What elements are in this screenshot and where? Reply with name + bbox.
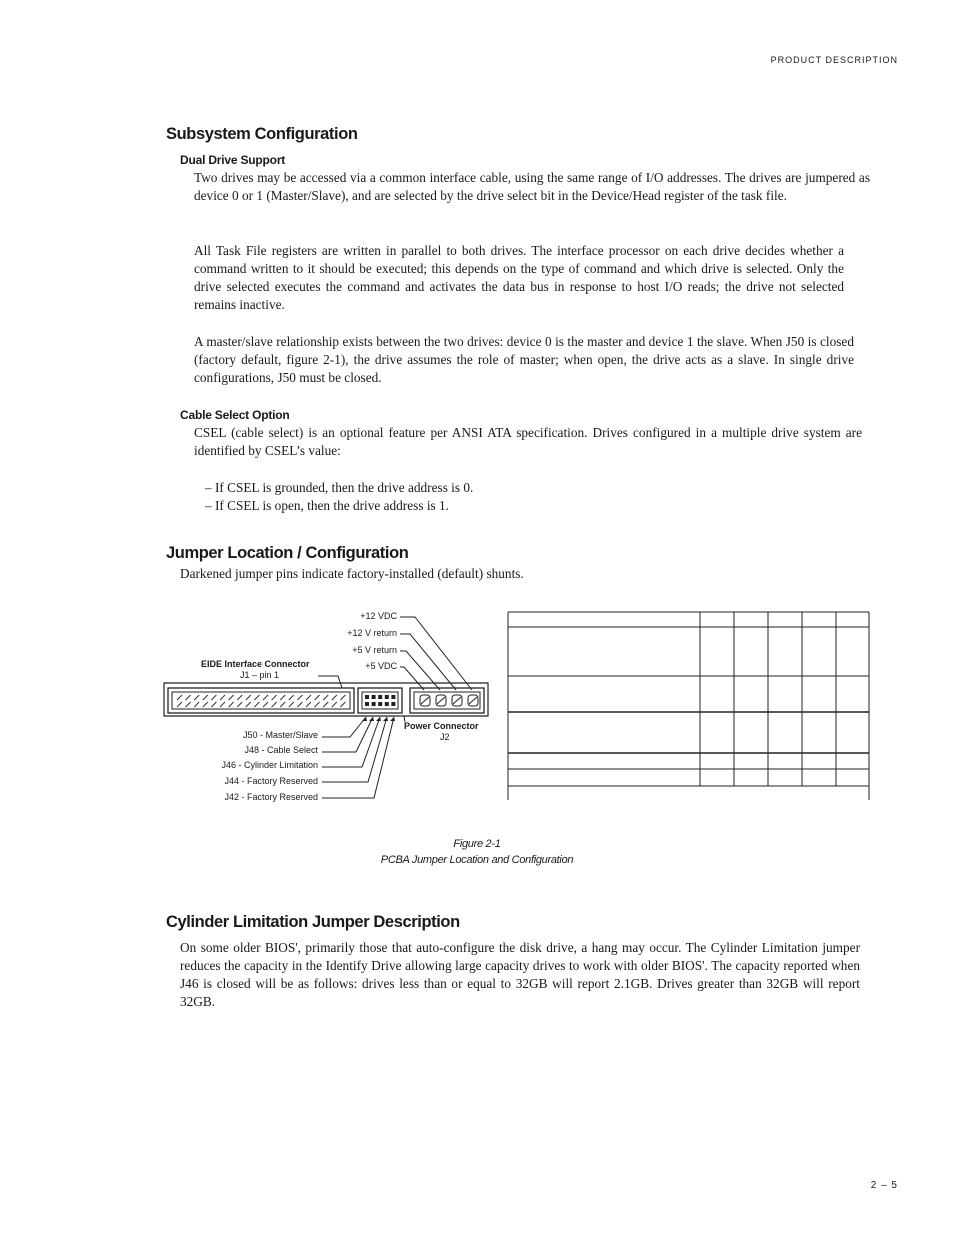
- connector-pin: [323, 695, 328, 700]
- paragraph-dual-drive-3: A master/slave relationship exists between the two drives: device 0 is the master and device 1 the slave. When J50 is closed (factory default, figure 2-1), the drive assumes the role of master; when open, the drive acts as a slave. In single drive configurations, J50 must be closed.: [194, 334, 854, 385]
- figure-number: Figure 2-1: [453, 838, 501, 850]
- jumper-pin: [378, 702, 382, 706]
- figure-caption: [0, 836, 954, 868]
- jumper-pin: [385, 702, 389, 706]
- connector-pin: [272, 702, 277, 707]
- power-pins: [420, 695, 478, 706]
- figure-title: PCBA Jumper Location and Configuration: [380, 854, 574, 866]
- connector-pin: [263, 702, 268, 707]
- label-j1-pin1: J1 – pin 1: [240, 670, 280, 680]
- list-item: – If CSEL is open, then the drive address is 1.: [205, 498, 449, 513]
- jumper-pin: [385, 695, 389, 699]
- connector-pin: [177, 702, 182, 707]
- connector-pins: [177, 695, 345, 707]
- connector-pin: [272, 695, 277, 700]
- paragraph-dual-drive-2: All Task File registers are written in parallel to both drives. The interface processor on each drive decides whether a command written to it should be executed; this depends on the type of command and which drive is selected. Only the drive selected executes the command and activates the data bus in response to host I/O reads; the drive not selected remains inactive.: [194, 243, 844, 312]
- connector-pin: [203, 702, 208, 707]
- connector-pin: [297, 702, 302, 707]
- paragraph-dual-drive-1: Two drives may be accessed via a common interface cable, using the same range of I/O addresses. The drives are jumpered as device 0 or 1 (Master/Slave), and are selected by the drive select bit in the Device/Head register of the task file.: [194, 170, 870, 203]
- connector-pin: [186, 695, 191, 700]
- connector-pin: [323, 702, 328, 707]
- label-j50: J50 - Master/Slave: [242, 730, 318, 740]
- paragraph-cable-select: CSEL (cable select) is an optional feature per ANSI ATA specification. Drives configured in a multiple drive system are identified by CSEL’s value:: [194, 425, 862, 458]
- connector-pin: [194, 695, 199, 700]
- connector-pin: [220, 695, 225, 700]
- connector-pin: [177, 695, 182, 700]
- connector-pin: [237, 702, 242, 707]
- connector-pin: [315, 702, 320, 707]
- connector-pin: [289, 702, 294, 707]
- jumper-pin: [365, 702, 369, 706]
- jumper-pins: [365, 695, 395, 706]
- connector-pin: [229, 702, 234, 707]
- jumper-pin: [391, 695, 395, 699]
- connector-pin: [211, 695, 216, 700]
- connector-pin: [315, 695, 320, 700]
- connector-pin: [306, 702, 311, 707]
- connector-pin: [263, 695, 268, 700]
- jumper-pin: [378, 695, 382, 699]
- label-j46: J46 - Cylinder Limitation: [221, 760, 318, 770]
- connector-pin: [254, 702, 259, 707]
- connector-pin: [297, 695, 302, 700]
- section-heading-jumper: Jumper Location / Configuration: [166, 544, 409, 562]
- jumper-pin: [365, 695, 369, 699]
- connector-pin: [246, 695, 251, 700]
- connector-pin: [194, 702, 199, 707]
- connector-pin: [229, 695, 234, 700]
- connector-pin: [203, 695, 208, 700]
- configuration-table: [508, 612, 869, 800]
- label-eide-connector: EIDE Interface Connector: [201, 659, 310, 669]
- cable-select-list: [205, 479, 473, 515]
- paragraph-cylinder: On some older BIOS', primarily those that auto-configure the disk drive, a hang may occur. The Cylinder Limitation jumper reduces the capacity in the Identify Drive allowing large capacity drives to work with older BIOS'. The capacity reported when J46 is closed will be as follows: drives less than or equal to 32GB will report 2.1GB. Drives greater than 32GB will report 32GB.: [180, 940, 860, 1009]
- connector-pin: [332, 695, 337, 700]
- label-12v-return: +12 V return: [347, 628, 397, 638]
- connector-pin: [246, 702, 251, 707]
- label-5v-return: +5 V return: [352, 645, 397, 655]
- connector-pin: [280, 702, 285, 707]
- jumper-pin: [372, 702, 376, 706]
- connector-pin: [220, 702, 225, 707]
- connector-pin: [340, 702, 345, 707]
- connector-pin: [306, 695, 311, 700]
- page-number: 2 – 5: [870, 1180, 898, 1191]
- label-12vdc: +12 VDC: [360, 611, 397, 621]
- connector-pin: [289, 695, 294, 700]
- paragraph-jumper-intro: Darkened jumper pins indicate factory-installed (default) shunts.: [180, 566, 524, 581]
- jumper-pin: [391, 702, 395, 706]
- label-j44: J44 - Factory Reserved: [224, 776, 318, 786]
- connector-pin: [254, 695, 259, 700]
- list-item: – If CSEL is grounded, then the drive address is 0.: [205, 480, 474, 495]
- label-5vdc: +5 VDC: [365, 661, 397, 671]
- connector-pin: [332, 702, 337, 707]
- jumper-pin: [372, 695, 376, 699]
- section-heading-subsystem: Subsystem Configuration: [166, 125, 358, 143]
- label-j42: J42 - Factory Reserved: [224, 792, 318, 802]
- subheading-dual-drive: Dual Drive Support: [180, 153, 286, 167]
- pcba-jumper-diagram: [0, 600, 954, 810]
- section-heading-cylinder: Cylinder Limitation Jumper Description: [166, 913, 460, 931]
- connector-pin: [211, 702, 216, 707]
- connector-pin: [237, 695, 242, 700]
- label-power-connector: Power Connector: [404, 721, 479, 731]
- subheading-cable-select: Cable Select Option: [180, 408, 290, 422]
- label-j2: J2: [440, 732, 450, 742]
- connector-pin: [280, 695, 285, 700]
- label-j48: J48 - Cable Select: [244, 745, 318, 755]
- connector-pin: [340, 695, 345, 700]
- leader-arrows: [362, 717, 395, 721]
- connector-pin: [186, 702, 191, 707]
- running-head: PRODUCT DESCRIPTION: [770, 55, 898, 65]
